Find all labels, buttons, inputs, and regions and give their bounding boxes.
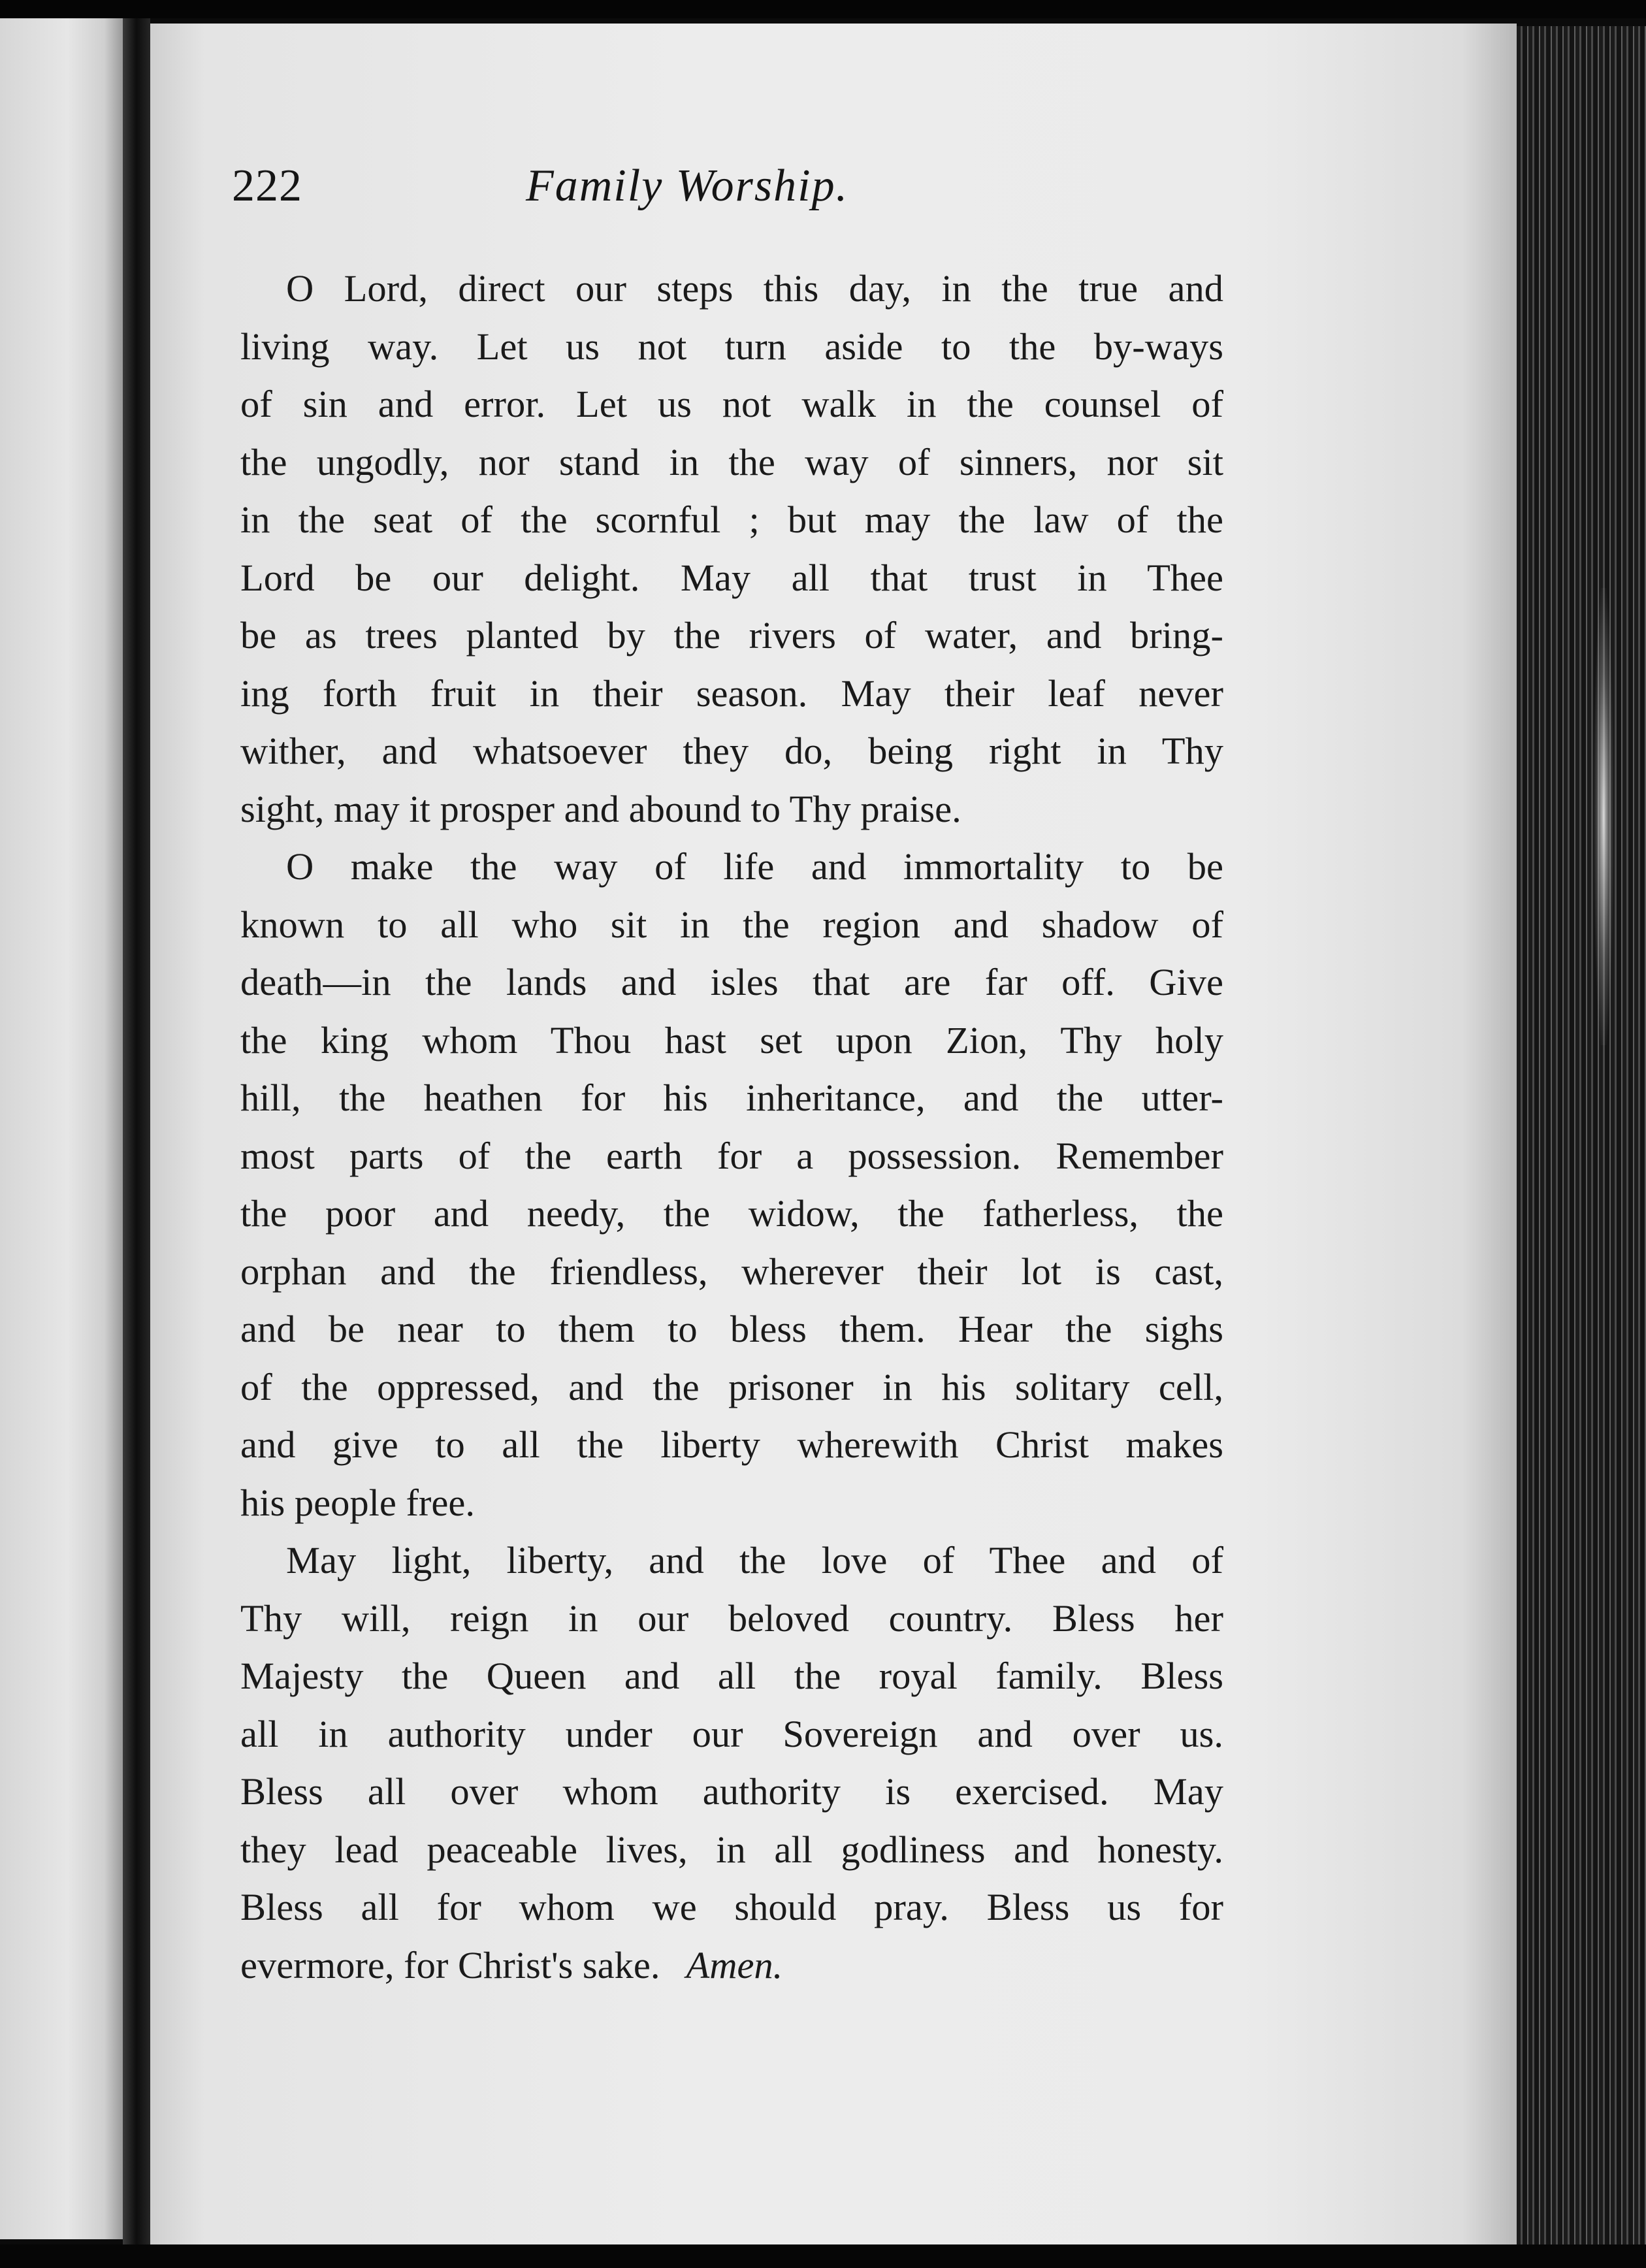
text-line: and give to all the liberty wherewith Christ makes xyxy=(240,1423,1223,1466)
text-line: death—in the lands and isles that are far off. Give xyxy=(240,961,1223,1003)
text-line: orphan and the friendless, wherever their lot is cast, xyxy=(240,1250,1223,1293)
text-line: Lord be our delight. May all that trust in Thee xyxy=(240,556,1223,599)
text-line: of sin and error. Let us not walk in the counsel of xyxy=(240,383,1223,425)
text-line: the poor and needy, the widow, the fatherless, the xyxy=(240,1192,1223,1235)
last-line xyxy=(240,1937,1223,1995)
page-header xyxy=(232,160,1408,232)
page-number: 222 xyxy=(232,161,302,211)
text-line: the ungodly, nor stand in the way of sinners, nor sit xyxy=(240,440,1223,483)
text-line: his people free. xyxy=(240,1481,475,1524)
facing-page-edge xyxy=(0,18,123,2239)
text-line: Bless all over whom authority is exercised. May xyxy=(240,1770,1223,1813)
text-line: be as trees planted by the rivers of water, and bring- xyxy=(240,614,1223,656)
text-line: Thy will, reign in our beloved country. Bless her xyxy=(240,1596,1223,1640)
text-line: they lead peaceable lives, in all godliness and honesty. xyxy=(240,1828,1223,1871)
text-line: and be near to them to bless them. Hear the sighs xyxy=(240,1308,1223,1350)
text-line: ing forth fruit in their season. May their leaf never xyxy=(240,672,1223,715)
text-line: living way. Let us not turn aside to the by-ways xyxy=(240,325,1223,368)
text-line: wither, and whatsoever they do, being right in Thy xyxy=(240,730,1223,772)
scan-top-border xyxy=(0,0,1646,18)
page-block-edges xyxy=(1517,26,1646,2268)
text-line: May light, liberty, and the love of Thee and of xyxy=(286,1539,1223,1581)
text-line: sight, may it prosper and abound to Thy praise. xyxy=(240,787,961,830)
text-line: O Lord, direct our steps this day, in the true and xyxy=(286,267,1223,310)
running-title: Family Worship. xyxy=(526,161,849,211)
amen: Amen. xyxy=(686,1943,783,1986)
text-line: in the seat of the scornful ; but may the law of the xyxy=(240,498,1223,541)
prayer-text xyxy=(240,260,1223,1994)
text-line: known to all who sit in the region and shadow of xyxy=(240,903,1223,946)
scan-bottom-border xyxy=(0,2244,1646,2268)
text-line: evermore, for Christ's sake. xyxy=(240,1943,660,1986)
text-line: Bless all for whom we should pray. Bless us for xyxy=(240,1886,1223,1928)
text-line: Majesty the Queen and all the royal family. Bless xyxy=(240,1655,1223,1697)
text-line: hill, the heathen for his inheritance, and the utter- xyxy=(240,1077,1223,1119)
paragraph-1 xyxy=(240,260,1223,838)
edge-glare xyxy=(1594,588,1613,1045)
text-line: most parts of the earth for a possession. Remember xyxy=(240,1134,1223,1177)
text-line: of the oppressed, and the prisoner in his solitary cell, xyxy=(240,1365,1223,1408)
text-line: the king whom Thou hast set upon Zion, Thy holy xyxy=(240,1018,1223,1061)
text-line: all in authority under our Sovereign and over us. xyxy=(240,1712,1223,1755)
paragraph-2 xyxy=(240,838,1223,1532)
paragraph-3 xyxy=(240,1532,1223,1994)
book-gutter xyxy=(123,18,150,2268)
text-line: O make the way of life and immortality to be xyxy=(286,845,1223,888)
